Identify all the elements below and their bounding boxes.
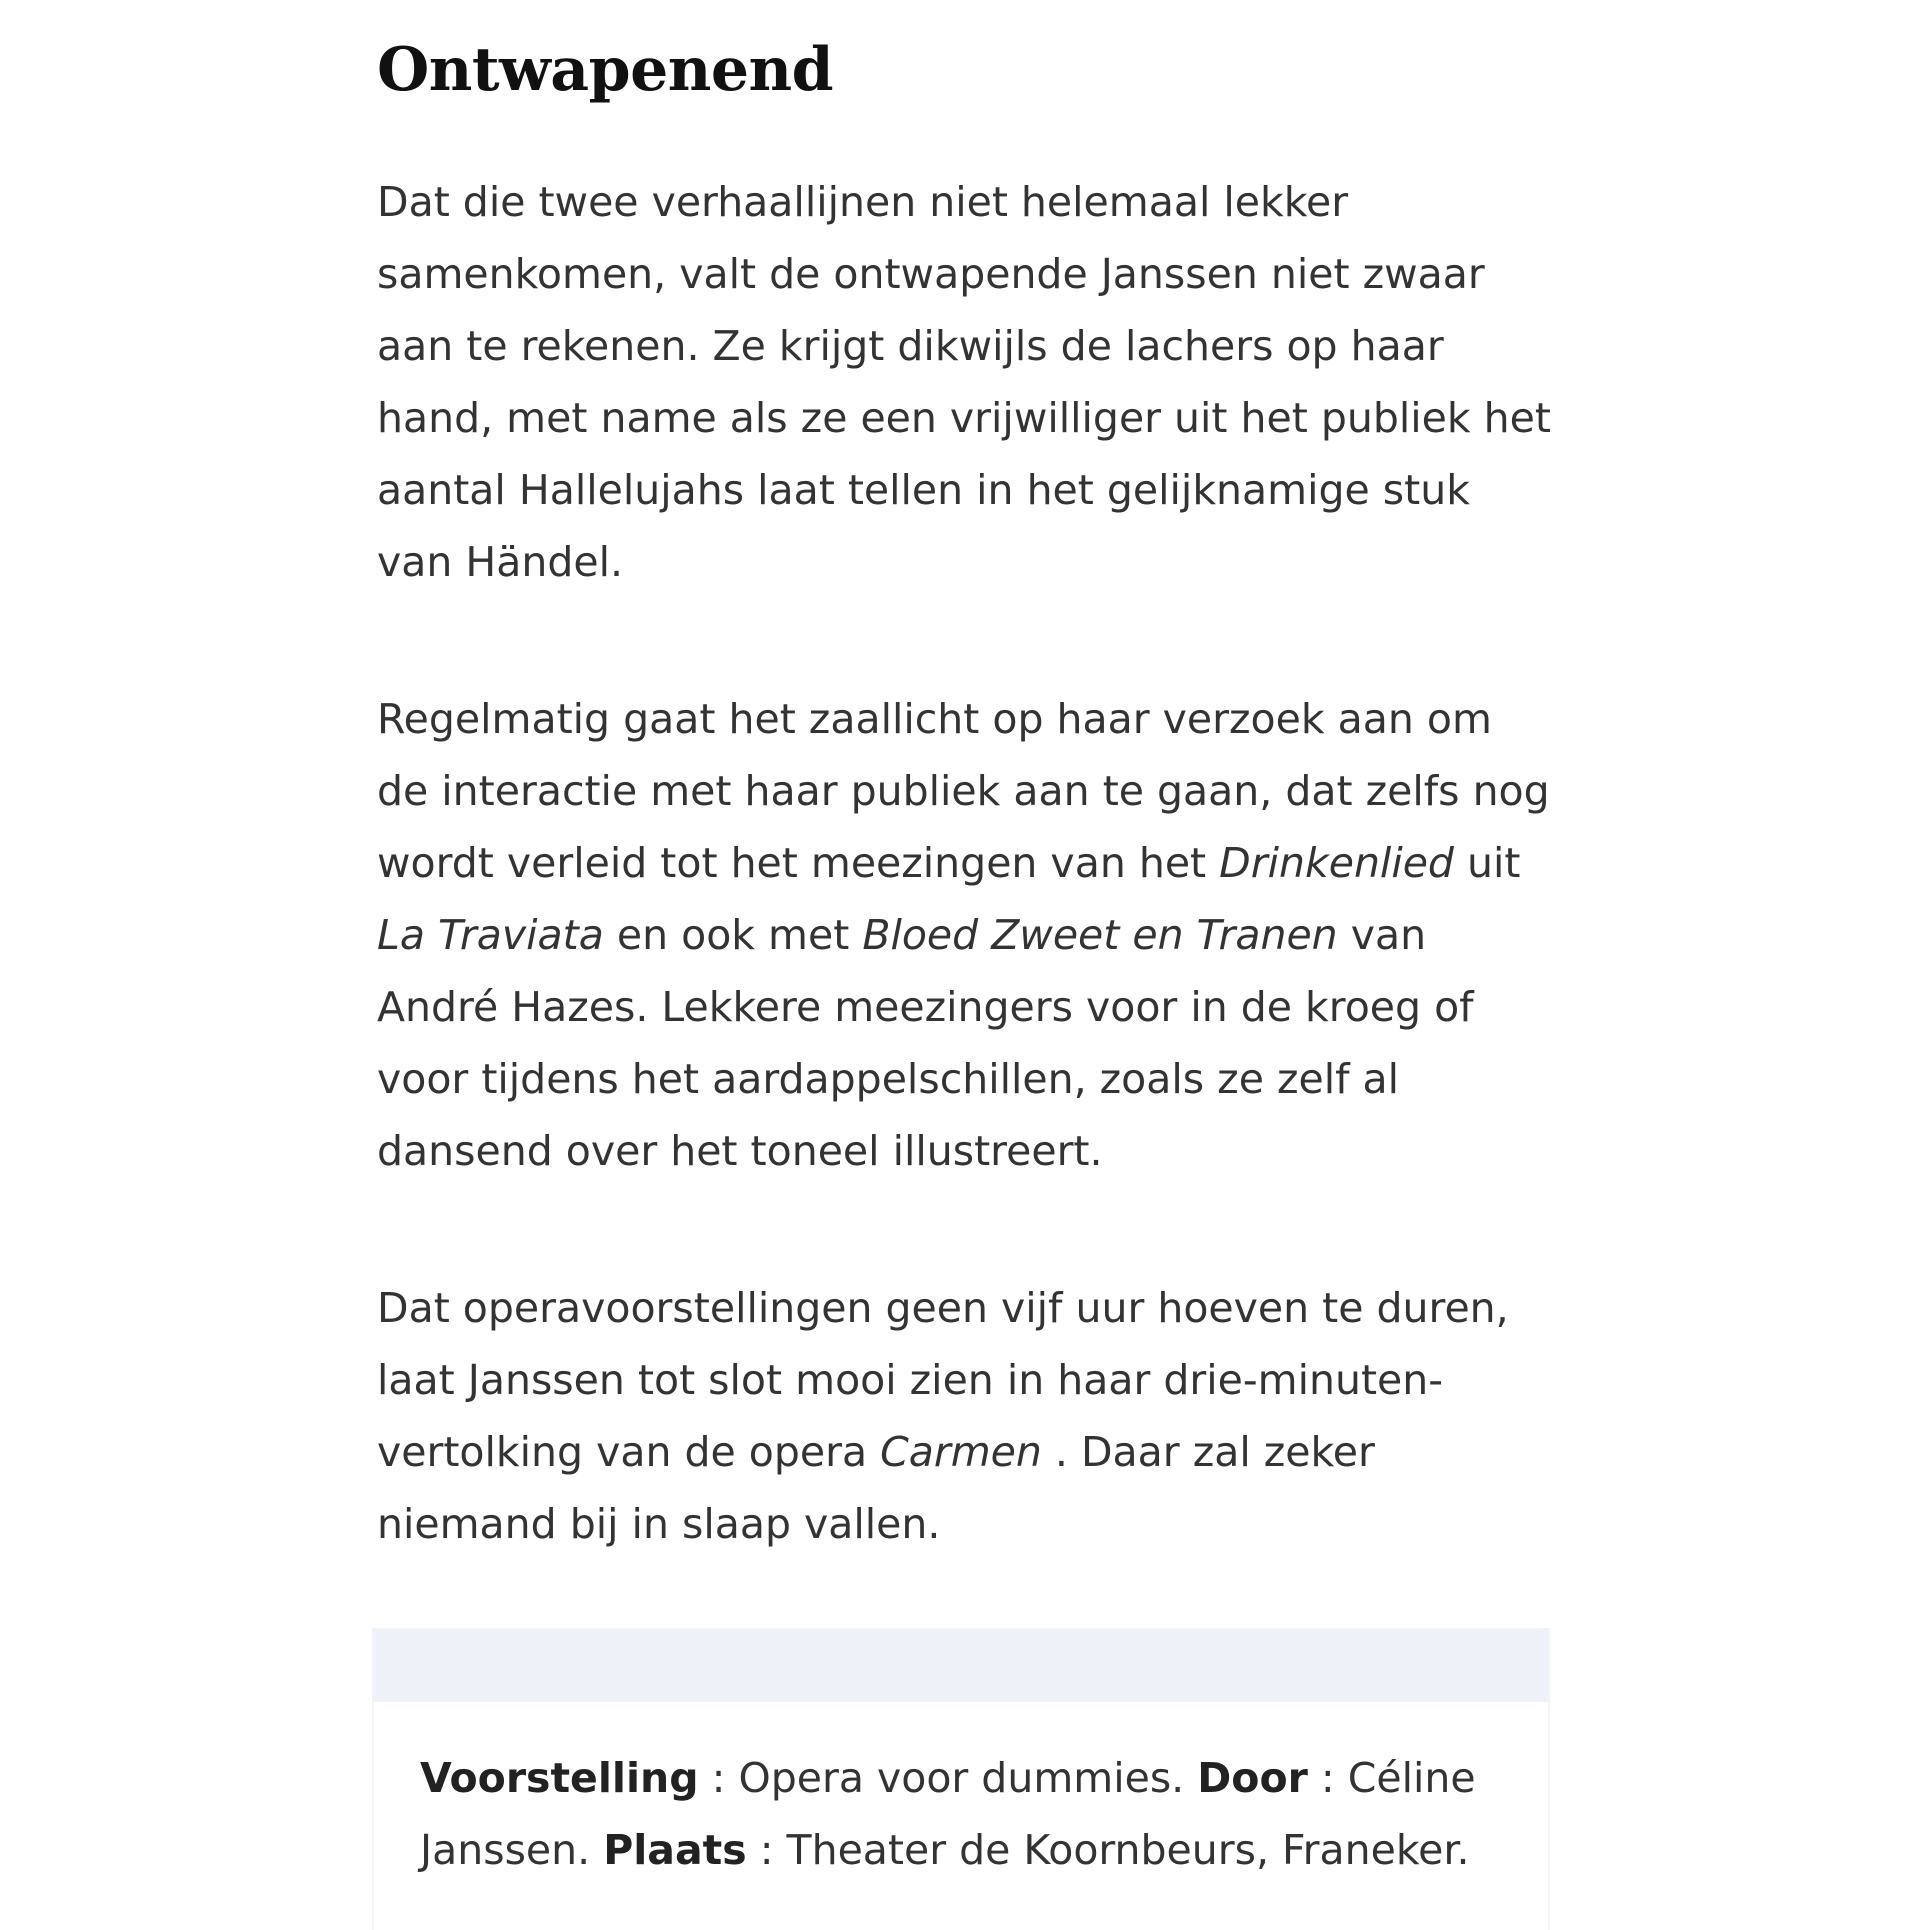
article-body bbox=[377, 30, 1552, 1645]
plaats-value: Theater de Koornbeurs, Franeker. bbox=[786, 1826, 1470, 1874]
paragraph-2 bbox=[377, 683, 1552, 1187]
paragraph-1-text: Dat die twee verhaallijnen niet helemaal lekker samenkomen, valt de ontwapende Janssen niet zwaar aan te rekenen. Ze krijgt dikwijls de lachers op haar hand, met name als ze een vrijwilliger uit het publiek het aantal Hallelujahs laat tellen in het gelijknamige stuk van Händel. bbox=[377, 178, 1551, 586]
plaats-label: Plaats bbox=[603, 1826, 747, 1874]
voorstelling-separator: : bbox=[698, 1754, 739, 1802]
paragraph-3 bbox=[377, 1272, 1552, 1560]
title-la-traviata: La Traviata bbox=[377, 911, 604, 959]
title-bloed-zweet-en-tranen: Bloed Zweet en Tranen bbox=[862, 911, 1338, 959]
info-box-header-band bbox=[374, 1630, 1548, 1702]
paragraph-3-part-2: . Daar zal zeker niemand bij in slaap vallen. bbox=[377, 1428, 1375, 1548]
voorstelling-value: Opera voor dummies. bbox=[738, 1754, 1198, 1802]
voorstelling-label: Voorstelling bbox=[420, 1754, 699, 1802]
door-value: Céline Janssen. bbox=[420, 1754, 1476, 1874]
paragraph-1 bbox=[377, 166, 1552, 598]
paragraph-3-part-1: Dat operavoorstellingen geen vijf uur hoeven te duren, laat Janssen tot slot mooi zien in haar drie-minuten-vertolking van de opera bbox=[377, 1284, 1509, 1476]
title-drinkenlied: Drinkenlied bbox=[1219, 839, 1454, 887]
paragraph-2-part-1: Regelmatig gaat het zaallicht op haar verzoek aan om de interactie met haar publiek aan te gaan, dat zelfs nog wordt verleid tot het meezingen van het bbox=[377, 695, 1550, 887]
plaats-separator: : bbox=[746, 1826, 787, 1874]
title-carmen: Carmen bbox=[880, 1428, 1042, 1476]
paragraph-2-part-3: en ook met bbox=[603, 911, 863, 959]
paragraph-2-part-2: uit bbox=[1453, 839, 1521, 887]
info-box-body bbox=[374, 1702, 1548, 1886]
section-heading: Ontwapenend bbox=[377, 35, 834, 105]
paragraph-2-part-4: van André Hazes. Lekkere meezingers voor in de kroeg of voor tijdens het aardappelschillen, zoals ze zelf al dansend over het toneel illustreert. bbox=[377, 911, 1474, 1175]
door-separator: : bbox=[1307, 1754, 1348, 1802]
performance-info-box bbox=[374, 1630, 1548, 1930]
door-label: Door bbox=[1197, 1754, 1308, 1802]
